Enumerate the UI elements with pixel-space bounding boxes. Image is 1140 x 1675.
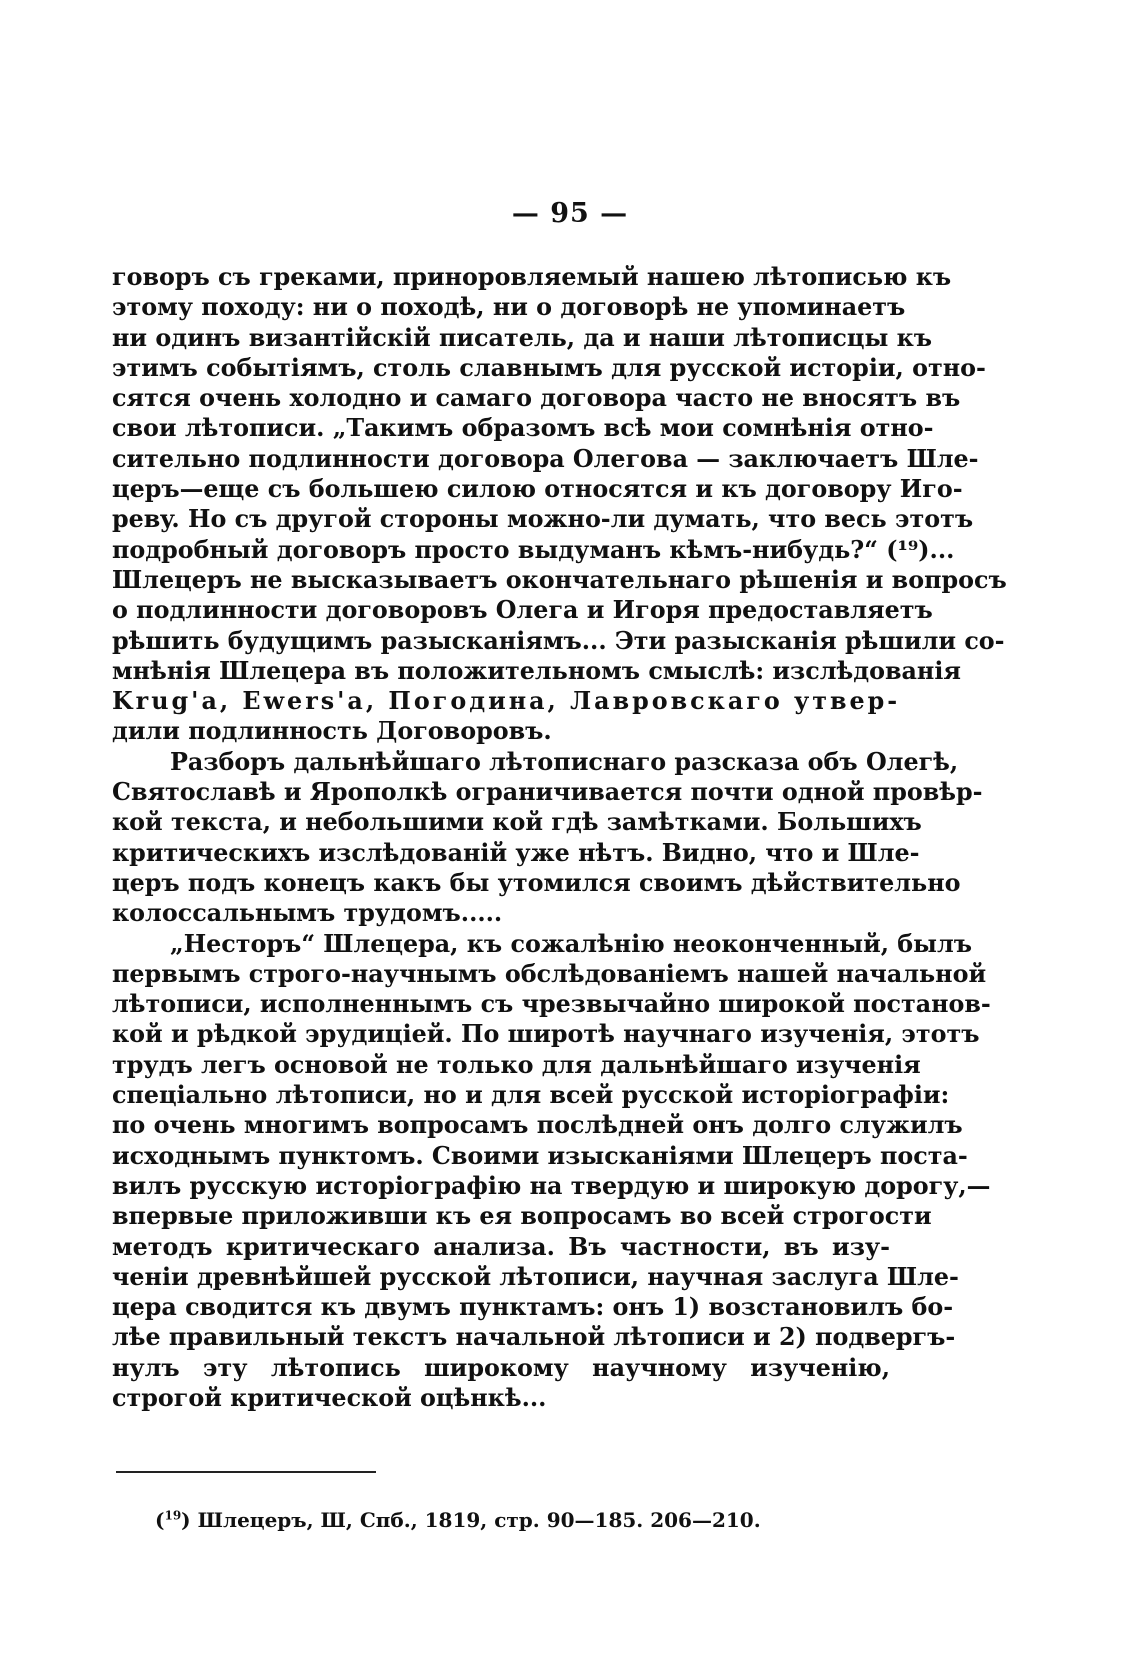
text-line: критическихъ изслѣдованій уже нѣтъ. Видно, что и Шле-: [112, 838, 920, 867]
text-line: церъ подъ конецъ какъ бы утомился своимъ дѣйствительно: [112, 868, 961, 897]
text-line: нулъ эту лѣтопись широкому научному изученію,: [112, 1353, 890, 1382]
text-line: лѣе правильный текстъ начальной лѣтописи и 2) подвергъ-: [112, 1323, 956, 1352]
text-line: церъ—еще съ большею силою относятся и къ договору Иго-: [112, 475, 963, 504]
text-line: этому походу: ни о походѣ, ни о договорѣ не упоминаетъ: [112, 293, 906, 322]
text-line: Krug'a, Ewers'a, Погодина, Лавровскаго утвер-: [112, 687, 901, 716]
text-line: лѣтописи, исполненнымъ съ чрезвычайно широкой постанов-: [112, 990, 991, 1019]
text-line: говоръ съ греками, приноровляемый нашею лѣтописью къ: [112, 263, 952, 291]
text-line: ченіи древнѣйшей русской лѣтописи, научная заслуга Шле-: [112, 1262, 959, 1291]
paragraph-start-line: „Несторъ“ Шлецера, къ сожалѣнію неоконченный, былъ: [170, 929, 973, 958]
page-number: — 95 —: [511, 198, 629, 229]
text-line: сительно подлинности договора Олегова — заключаетъ Шле-: [112, 444, 979, 473]
text-line: сятся очень холодно и самаго договора часто не вносятъ въ: [112, 384, 961, 413]
text-line: ни одинъ византійскій писатель, да и наши лѣтописцы къ: [112, 323, 933, 352]
paragraph-start-line: Разборъ дальнѣйшаго лѣтописнаго разсказа объ Олегѣ,: [170, 747, 959, 776]
text-line: свои лѣтописи. „Такимъ образомъ всѣ мои сомнѣнія отно-: [112, 414, 934, 443]
footnote-divider: [116, 1471, 376, 1473]
text-line: кой текста, и небольшими кой гдѣ замѣтками. Большихъ: [112, 808, 922, 837]
text-line: Святославѣ и Ярополкѣ ограничивается почти одной провѣр-: [112, 778, 983, 807]
text-line: первымъ строго-научнымъ обслѣдованіемъ нашей начальной: [112, 959, 987, 988]
text-line: подробный договоръ просто выдуманъ кѣмъ-нибудь?“ (¹⁹)...: [112, 535, 955, 564]
text-line: ревy. Но съ другой стороны можно-ли думать, что весь этотъ: [112, 505, 974, 534]
text-line: Шлецеръ не высказываетъ окончательнаго рѣшенія и вопросъ: [112, 565, 1007, 594]
text-line: кой и рѣдкой эрудиціей. По широтѣ научнаго изученія, этотъ: [112, 1020, 980, 1049]
text-line: о подлинности договоровъ Олега и Игоря предоставляетъ: [112, 596, 933, 625]
footnote-text: Шлецеръ, Ш, Спб., 1819, стр. 90—185. 206—210.: [197, 1508, 761, 1532]
text-line: исходнымъ пунктомъ. Своими изысканіями Шлецеръ поста-: [112, 1141, 968, 1170]
text-line: дили подлинность Договоровъ.: [112, 717, 552, 746]
text-line: этимъ событіямъ, столь славнымъ для русской исторіи, отно-: [112, 353, 986, 382]
text-line: вилъ русскую исторіографію на твердую и широкую дорогу,—: [112, 1171, 991, 1200]
body-text: [112, 262, 1007, 1413]
text-line: по очень многимъ вопросамъ послѣдней онъ долго служилъ: [112, 1111, 963, 1140]
text-line: методъ критическаго анализа. Въ частности, въ изу-: [112, 1232, 890, 1261]
text-line: впервые приложивши къ ея вопросамъ во всей строгости: [112, 1202, 932, 1231]
text-line: трудъ легъ основой не только для дальнѣйшаго изученія: [112, 1050, 921, 1079]
footnote: ($^{19}$) Шлецеръ, Ш, Спб., 1819, стр. 90—185. 206—210.: [155, 1508, 761, 1532]
text-line: цера сводится къ двумъ пунктамъ: онъ 1) возстановилъ бо-: [112, 1293, 954, 1322]
text-line: колоссальнымъ трудомъ.....: [112, 899, 503, 928]
text-line: строгой критической оцѣнкѣ...: [112, 1383, 547, 1412]
text-line: мнѣнія Шлецера въ положительномъ смыслѣ: изслѣдованія: [112, 656, 961, 685]
text-line: спеціально лѣтописи, но и для всей русской исторіографіи:: [112, 1081, 950, 1110]
text-line: рѣшить будущимъ разысканіямъ... Эти разысканія рѣшили со-: [112, 626, 1005, 655]
footnote-marker: 19: [164, 1508, 182, 1523]
